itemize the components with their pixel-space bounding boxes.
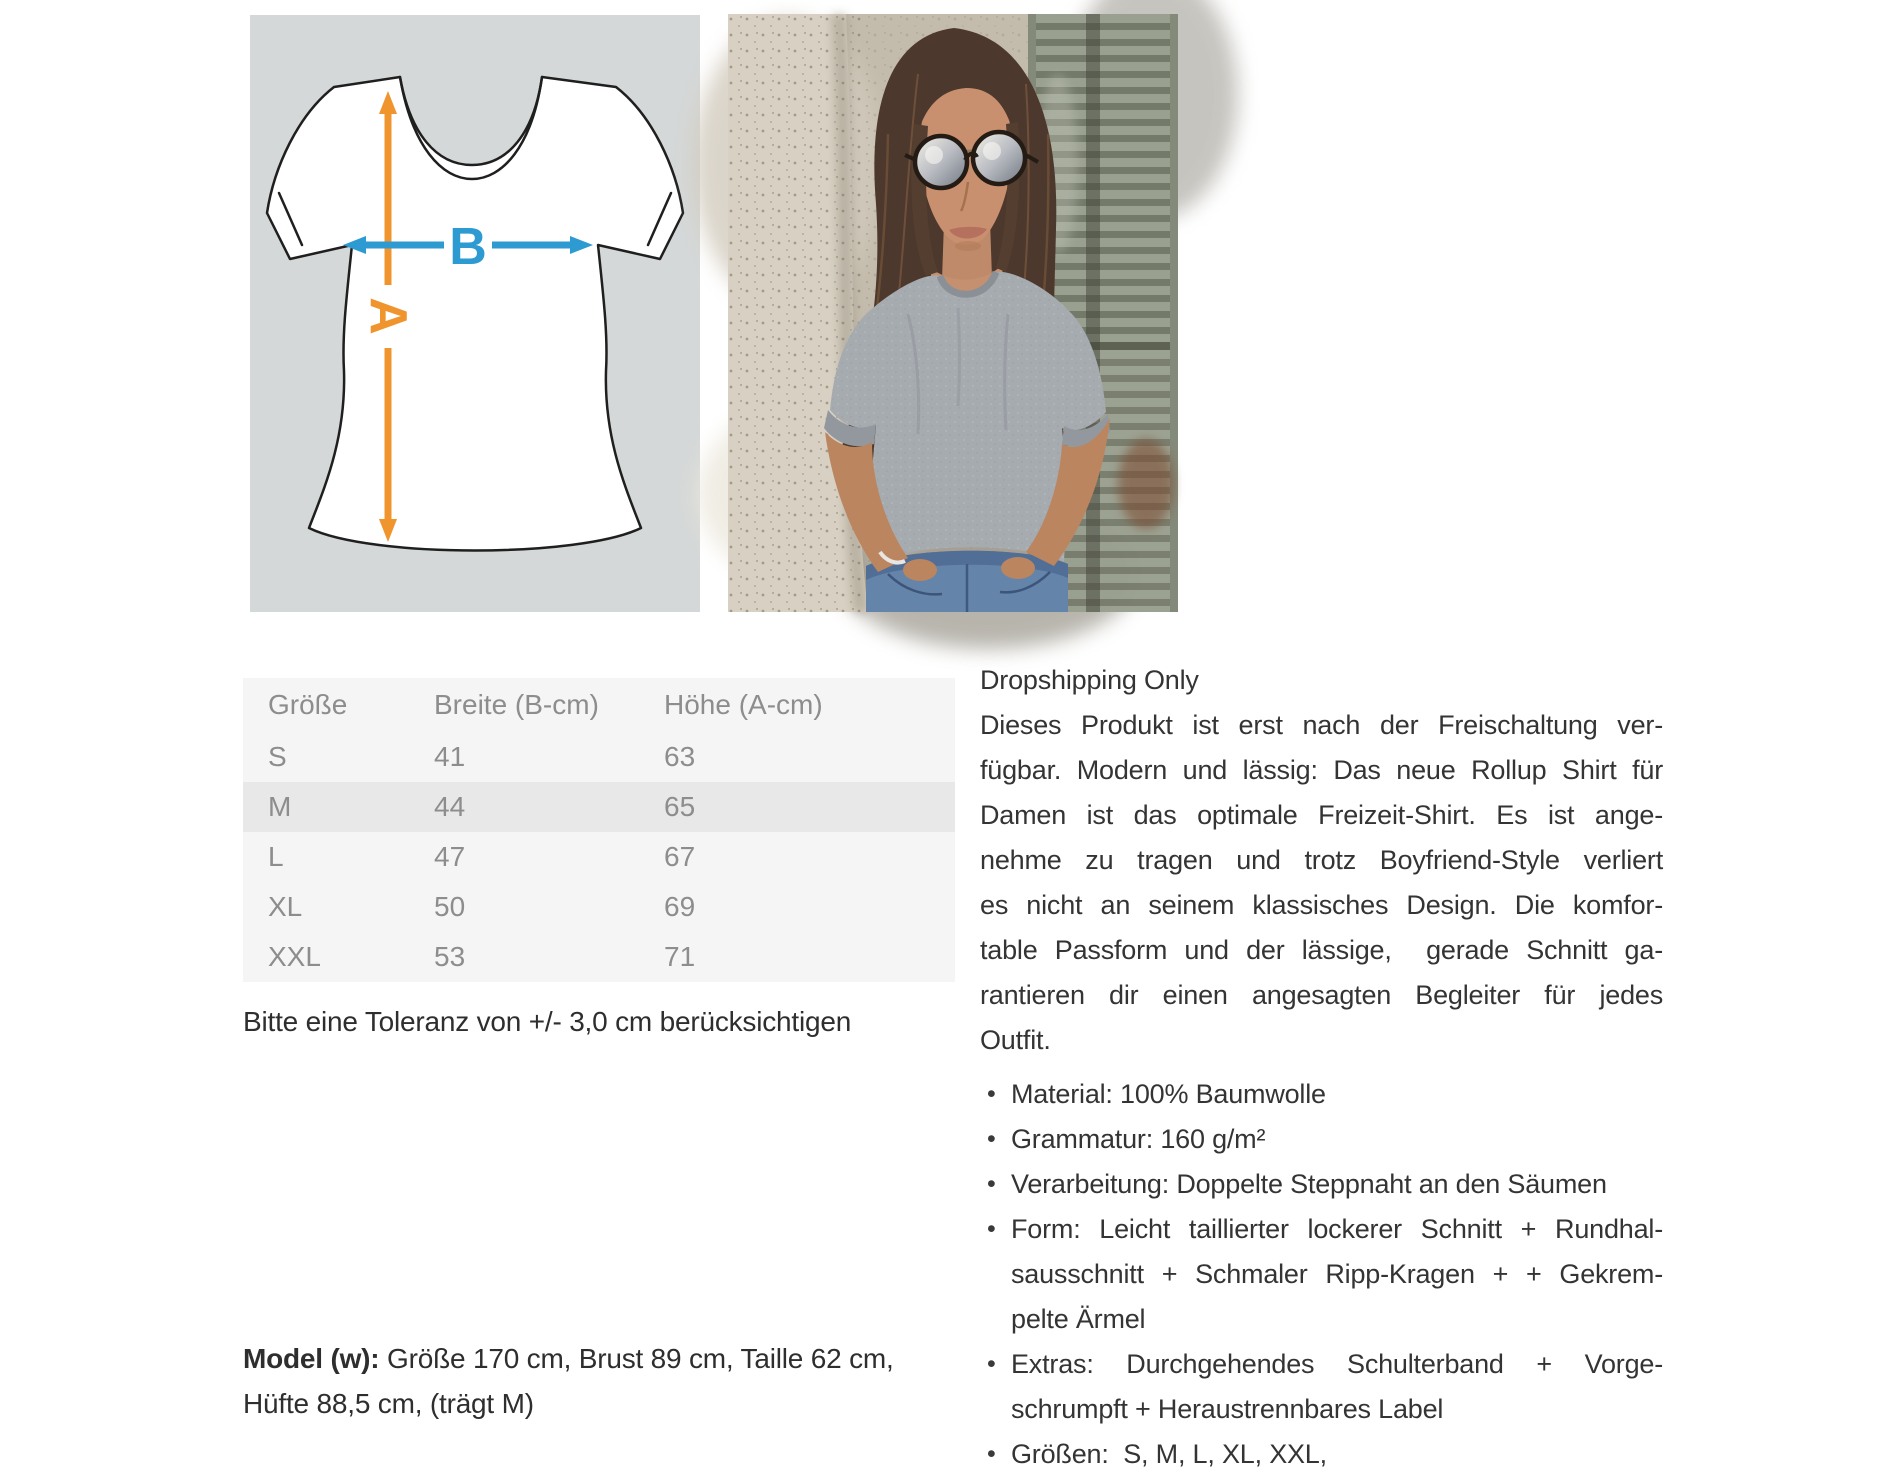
feature-line: schrumpft + Heraustrennbares Label — [1011, 1394, 1444, 1424]
size-diagram-svg — [250, 15, 700, 612]
feature-item — [980, 1342, 1663, 1432]
model-note-line2: Hüfte 88,5 cm, (trägt M) — [243, 1388, 534, 1419]
feature-item — [980, 1432, 1663, 1477]
description-line: Outfit. — [980, 1025, 1051, 1055]
feature-list — [980, 1072, 1663, 1477]
description-line: fügbar. Modern und lässig: Das neue Rollup Shirt für — [980, 755, 1663, 785]
cell-hoehe: 67 — [664, 841, 696, 872]
feature-item — [980, 1162, 1663, 1207]
size-table-header-row — [243, 678, 955, 732]
col-header-groesse: Größe — [268, 689, 348, 720]
cell-hoehe: 69 — [664, 891, 696, 922]
description-line: rantieren dir einen angesagten Begleiter für jedes — [980, 980, 1663, 1010]
feature-line: • Extras: Durchgehendes Schulterband + Vorge- — [1011, 1349, 1663, 1379]
cell-groesse: L — [268, 841, 284, 872]
tolerance-note: Bitte eine Toleranz von +/- 3,0 cm berücksichtigen — [243, 1006, 852, 1037]
cell-hoehe: 63 — [664, 741, 696, 772]
cell-hoehe: 65 — [664, 791, 696, 822]
label-a: A — [359, 297, 417, 335]
cell-breite: 47 — [434, 841, 466, 872]
model-note — [243, 1336, 983, 1426]
cell-groesse: XXL — [268, 941, 321, 972]
description-line: es nicht an seinem klassisches Design. Die komfor- — [980, 890, 1663, 920]
model-note-line1 — [243, 1336, 983, 1381]
feature-item — [980, 1072, 1663, 1117]
cell-hoehe: 71 — [664, 941, 696, 972]
feature-item — [980, 1207, 1663, 1342]
product-photo — [728, 14, 1178, 612]
size-table-row — [243, 882, 955, 932]
product-description — [980, 658, 1663, 1477]
size-table-row — [243, 832, 955, 882]
cell-groesse: S — [268, 741, 287, 772]
cell-breite: 50 — [434, 891, 466, 922]
feature-line: • Grammatur: 160 g/m² — [1011, 1124, 1266, 1154]
cell-groesse: M — [268, 791, 292, 822]
feature-line: • Material: 100% Baumwolle — [1011, 1079, 1326, 1109]
cell-breite: 44 — [434, 791, 466, 822]
description-title: Dropshipping Only — [980, 665, 1199, 695]
size-table-row — [243, 732, 955, 782]
feature-item — [980, 1117, 1663, 1162]
description-line: table Passform und der lässige, gerade Schnitt ga- — [980, 935, 1663, 965]
col-header-hoehe: Höhe (A-cm) — [664, 689, 823, 720]
col-header-breite: Breite (B-cm) — [434, 689, 599, 720]
description-text — [980, 703, 1663, 1063]
cell-groesse: XL — [268, 891, 303, 922]
size-diagram — [250, 15, 700, 612]
description-line: Dieses Produkt ist erst nach der Freischaltung ver- — [980, 710, 1663, 740]
description-line: nehme zu tragen und trotz Boyfriend-Style verliert — [980, 845, 1663, 875]
feature-line: • Verarbeitung: Doppelte Steppnaht an den Säumen — [1011, 1169, 1607, 1199]
cell-breite: 53 — [434, 941, 466, 972]
feature-line: sausschnitt + Schmaler Ripp-Kragen + + Gekrem- — [1011, 1259, 1663, 1289]
feature-line: • Größen: S, M, L, XL, XXL, — [1011, 1439, 1327, 1469]
size-table — [243, 678, 955, 982]
cell-breite: 41 — [434, 741, 466, 772]
product-photo-svg — [728, 14, 1178, 612]
feature-line: • Form: Leicht taillierter lockerer Schnitt + Rundhal- — [1011, 1214, 1663, 1244]
model-note-label: Model (w): — [243, 1343, 380, 1374]
description-line: Damen ist das optimale Freizeit-Shirt. Es ist ange- — [980, 800, 1663, 830]
feature-line: pelte Ärmel — [1011, 1304, 1146, 1334]
size-table-row — [243, 932, 955, 982]
size-table-row — [243, 782, 955, 832]
label-b: B — [449, 218, 487, 276]
model-note-text1: Größe 170 cm, Brust 89 cm, Taille 62 cm, — [387, 1343, 894, 1374]
